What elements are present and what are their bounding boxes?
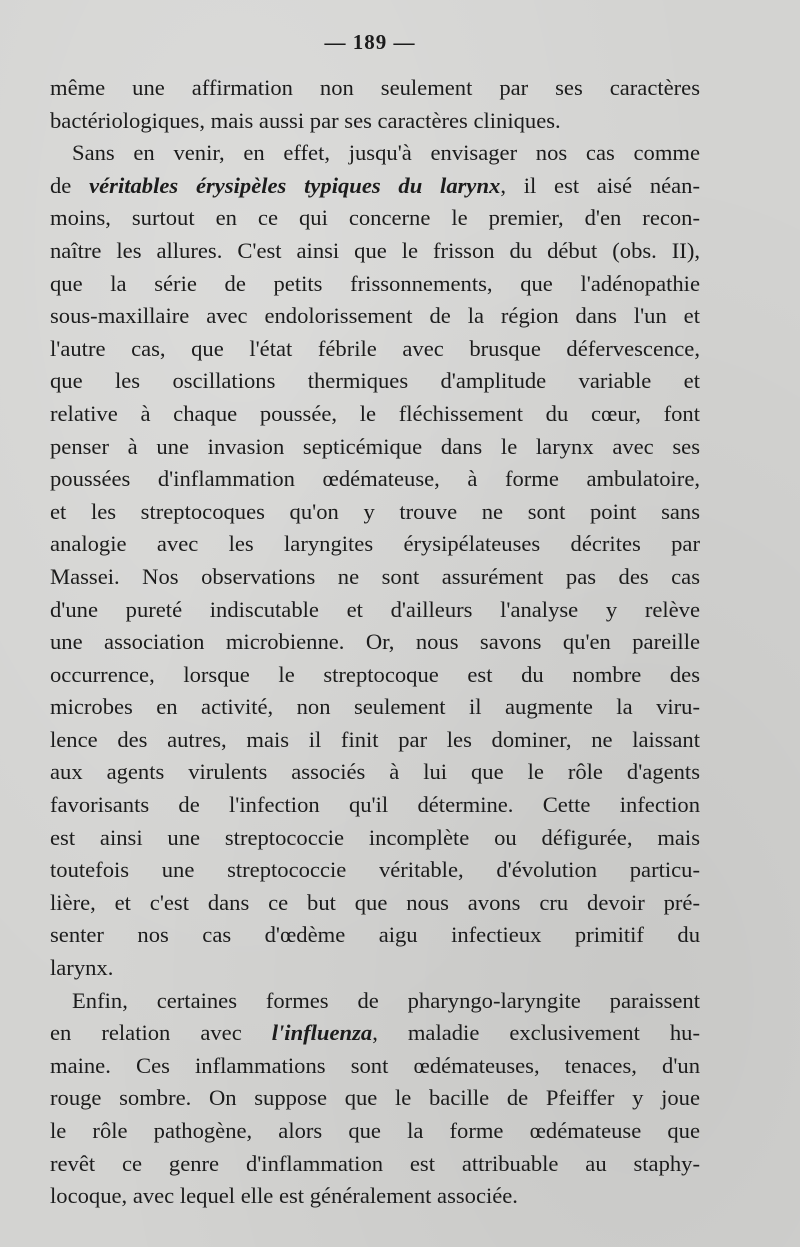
text-line: Enfin, certaines formes de pharyngo-laryngite paraissent	[72, 987, 700, 1013]
text-line: et les streptocoques qu'on y trouve ne sont point sans	[50, 498, 700, 524]
text-line: Sans en venir, en effet, jusqu'à envisager nos cas comme	[72, 140, 700, 166]
body-text	[50, 72, 700, 1213]
text-line: même une affirmation non seulement par ses caractères	[50, 75, 700, 100]
text-line: lière, et c'est dans ce but que nous avons cru devoir pré-	[50, 889, 700, 915]
text-line: rouge sombre. On suppose que le bacille de Pfeiffer y joue	[50, 1085, 700, 1111]
text-segment: , maladie exclusivement hu-	[372, 1020, 700, 1046]
text-line: d'une pureté indiscutable et d'ailleurs l'analyse y relève	[50, 596, 700, 622]
text-line: est ainsi une streptococcie incomplète ou défigurée, mais	[50, 824, 700, 850]
text-line	[50, 170, 700, 203]
text-line: occurrence, lorsque le streptocoque est du nombre des	[50, 661, 700, 687]
text-line: le rôle pathogène, alors que la forme œdémateuse que	[50, 1118, 700, 1143]
text-line: revêt ce genre d'inflammation est attribuable au staphy-	[50, 1150, 700, 1176]
text-line: l'autre cas, que l'état fébrile avec brusque défervescence,	[50, 335, 700, 361]
text-line: naître les allures. C'est ainsi que le frisson du début (obs. II),	[50, 237, 700, 263]
text-line: microbes en activité, non seulement il augmente la viru-	[50, 694, 700, 720]
text-line: locoque, avec lequel elle est généralement associée.	[50, 1183, 518, 1209]
text-line: maine. Ces inflammations sont œdémateuses, tenaces, d'un	[50, 1052, 700, 1078]
text-line: lence des autres, mais il finit par les dominer, ne laissant	[50, 726, 700, 752]
text-line: Massei. Nos observations ne sont assurément pas des cas	[50, 563, 700, 589]
text-line: poussées d'inflammation œdémateuse, à forme ambulatoire,	[50, 466, 700, 492]
text-segment: en relation avec	[50, 1020, 272, 1046]
text-line: larynx.	[50, 955, 114, 981]
text-line: penser à une invasion septicémique dans le larynx avec ses	[50, 433, 700, 459]
text-line: une association microbienne. Or, nous savons qu'en pareille	[50, 629, 700, 655]
text-line: que les oscillations thermiques d'amplitude variable et	[50, 368, 700, 394]
page-number: — 189 —	[324, 30, 416, 54]
text-segment: de	[50, 172, 90, 198]
text-line: aux agents virulents associés à lui que le rôle d'agents	[50, 759, 700, 785]
text-line: senter nos cas d'œdème aigu infectieux primitif du	[50, 922, 700, 948]
text-line: bactériologiques, mais aussi par ses caractères cliniques.	[50, 107, 561, 133]
text-line: analogie avec les laryngites érysipélateuses décrites par	[50, 531, 700, 557]
emphasized-text: l'influenza	[271, 1020, 373, 1046]
text-line: favorisants de l'infection qu'il détermine. Cette infection	[50, 792, 700, 818]
text-line: relative à chaque poussée, le fléchissement du cœur, font	[50, 400, 700, 426]
emphasized-text: véritables érysipèles typiques du larynx	[89, 172, 501, 198]
text-line: que la série de petits frissonnements, que l'adénopathie	[50, 270, 700, 296]
text-segment: , il est aisé néan-	[500, 172, 700, 198]
text-line: sous-maxillaire avec endolorissement de la région dans l'un et	[50, 303, 700, 329]
text-line: toutefois une streptococcie véritable, d'évolution particu-	[50, 857, 700, 883]
text-line: moins, surtout en ce qui concerne le premier, d'en recon-	[50, 205, 700, 231]
text-line	[50, 1017, 700, 1050]
